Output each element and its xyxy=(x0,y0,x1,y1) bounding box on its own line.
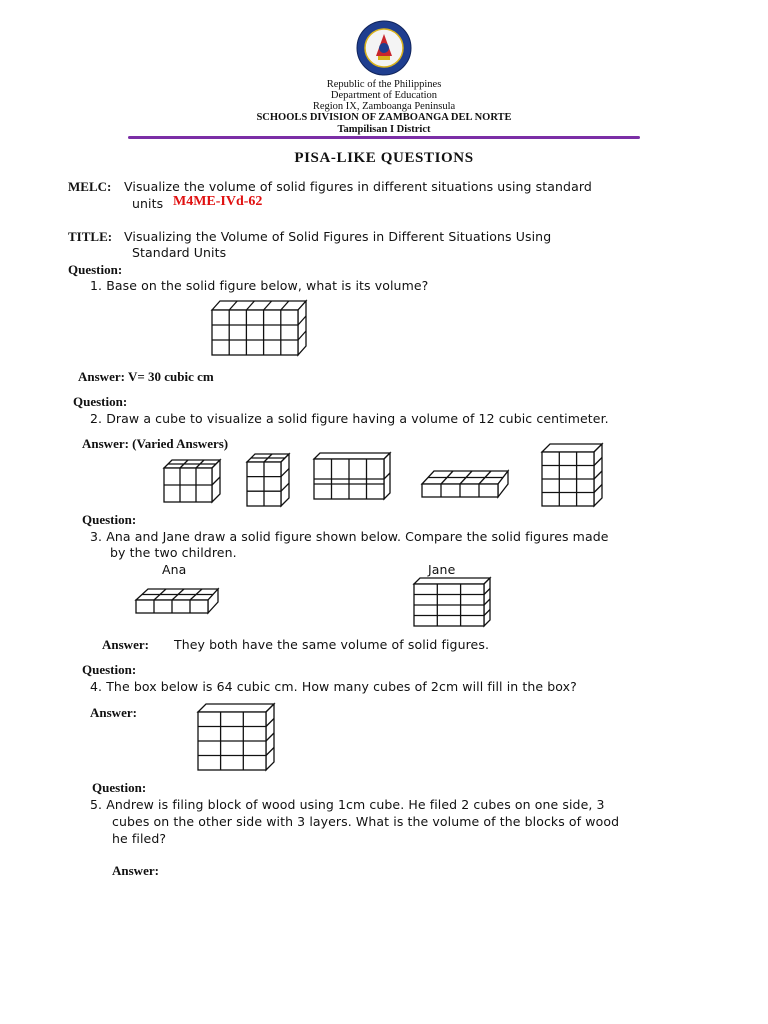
q2-figure-3x2x2 xyxy=(162,458,224,506)
q1-cube-figure xyxy=(210,298,310,360)
q3-name-ana: Ana xyxy=(162,562,187,577)
q3-answer-text: They both have the same volume of solid figures. xyxy=(174,637,490,652)
q5-answer-label: Answer: xyxy=(112,863,159,878)
header-region: Region IX, Zamboanga Peninsula xyxy=(312,101,456,112)
topic-line2: Standard Units xyxy=(132,245,227,260)
q4-answer-label: Answer: xyxy=(90,705,137,720)
q5-text-line1: 5. Andrew is filing block of wood using 1cm cube. He filed 2 cubes on one side, 3 xyxy=(90,797,605,812)
melc-code: M4ME-IVd-62 xyxy=(173,194,263,209)
q1-answer: Answer: V= 30 cubic cm xyxy=(78,369,214,384)
melc-text-line2: units xyxy=(132,196,164,211)
q1-text: 1. Base on the solid figure below, what is its volume? xyxy=(90,278,429,293)
header-rule xyxy=(128,136,640,139)
q2-figure-4x3x1 xyxy=(420,468,510,500)
q4-box-figure xyxy=(196,702,276,772)
melc-label: MELC: xyxy=(68,179,112,194)
q2-answer: Answer: (Varied Answers) xyxy=(82,436,229,451)
header-district: Tampilisan I District xyxy=(337,124,431,135)
q3-text-line1: 3. Ana and Jane draw a solid figure shown below. Compare the solid figures made xyxy=(90,529,609,544)
header-division: SCHOOLS DIVISION OF ZAMBOANGA DEL NORTE xyxy=(256,112,512,123)
q2-figure-2x3x2 xyxy=(245,452,293,508)
q2-text: 2. Draw a cube to visualize a solid figure having a volume of 12 cubic centimeter. xyxy=(90,411,609,426)
header-country: Republic of the Philippines xyxy=(326,79,442,90)
q4-text: 4. The box below is 64 cubic cm. How many cubes of 2cm will fill in the box? xyxy=(90,679,577,694)
q3-ana-figure xyxy=(134,586,220,616)
q4-label: Question: xyxy=(82,662,137,677)
q3-name-jane: Jane xyxy=(428,562,456,577)
q1-label: Question: xyxy=(68,262,123,277)
q2-figure-3x4x1 xyxy=(540,442,604,508)
topic-label: TITLE: xyxy=(68,229,113,244)
q2-label: Question: xyxy=(73,394,128,409)
q3-jane-figure xyxy=(412,576,492,628)
melc-text-line1: Visualize the volume of solid figures in different situations using standard xyxy=(124,179,592,194)
q5-label: Question: xyxy=(92,780,147,795)
page-title: PISA-LIKE QUESTIONS xyxy=(294,150,474,166)
deped-seal xyxy=(356,20,412,76)
q5-text-line2: cubes on the other side with 3 layers. What is the volume of the blocks of wood xyxy=(112,814,620,829)
q2-figure-4x2x1 xyxy=(312,451,394,503)
q3-answer-label: Answer: xyxy=(102,637,149,652)
topic-line1: Visualizing the Volume of Solid Figures in Different Situations Using xyxy=(124,229,552,244)
q5-text-line3: he filed? xyxy=(112,831,167,846)
header-department: Department of Education xyxy=(330,90,438,101)
q3-label: Question: xyxy=(82,512,137,527)
q3-text-line2: by the two children. xyxy=(110,545,237,560)
